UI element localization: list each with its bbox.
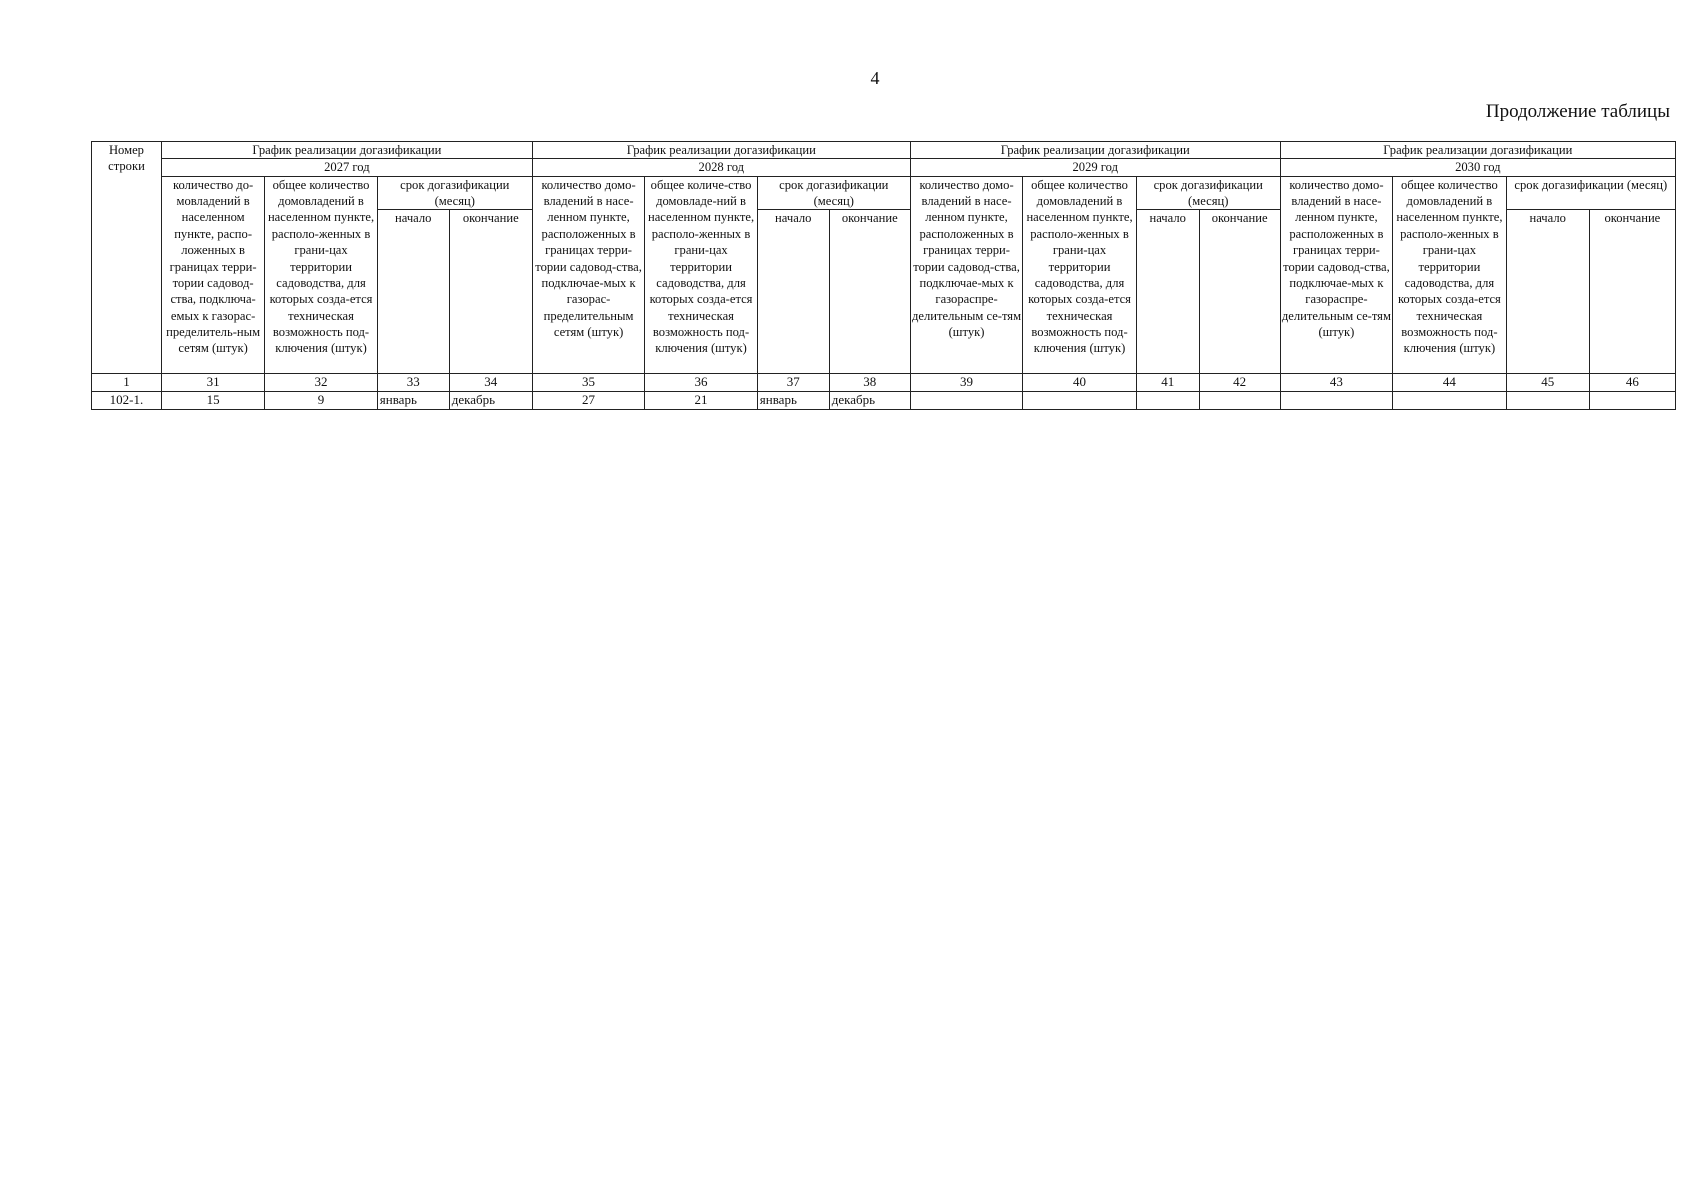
group-2027-title: График реализации догазификации bbox=[161, 142, 532, 159]
table-cell bbox=[1136, 392, 1199, 410]
group-2027-households-total: общее количество домовладений в населенном пункте, располо-женных в грани-цах территории садоводства, для которых созда-ется техническая возможность под-ключения (штук) bbox=[265, 176, 377, 374]
continuation-label: Продолжение таблицы bbox=[1485, 101, 1670, 122]
group-2028-term-end: окончание bbox=[829, 210, 910, 374]
column-number: 44 bbox=[1393, 374, 1507, 392]
group-2030-households-connected: количество домо-владений в насе-ленном пункте, расположенных в границах терри-тории садовод-ства, подключае-мых к газораспре-делительным се-тям (штук) bbox=[1280, 176, 1392, 374]
group-2030-households-total: общее количество домовладений в населенном пункте, располо-женных в грани-цах территории садоводства, для которых созда-ется техническая возможность под-ключения (штук) bbox=[1393, 176, 1507, 374]
table-cell: декабрь bbox=[449, 392, 532, 410]
group-2028-households-total: общее количе-ство домовладе-ний в населенном пункте, располо-женных в грани-цах территории садоводства, для которых созда-ется техническая возможность под-ключения (штук) bbox=[645, 176, 757, 374]
gasification-schedule-table bbox=[91, 141, 1676, 410]
group-2029-term-end: окончание bbox=[1199, 210, 1280, 374]
group-2030-term-end: окончание bbox=[1589, 210, 1675, 374]
row-number-header: Номер строки bbox=[92, 142, 162, 374]
column-number: 32 bbox=[265, 374, 377, 392]
group-2029-households-total: общее количество домовладений в населенном пункте, располо-женных в грани-цах территории садоводства, для которых созда-ется техническая возможность под-ключения (штук) bbox=[1023, 176, 1137, 374]
table-cell: 15 bbox=[161, 392, 264, 410]
group-2027-term-header: срок догазификации (месяц) bbox=[377, 176, 532, 210]
group-2027-year: 2027 год bbox=[161, 159, 532, 176]
table-cell bbox=[1199, 392, 1280, 410]
table-cell bbox=[1589, 392, 1675, 410]
group-2029-term-start: начало bbox=[1136, 210, 1199, 374]
row-number-cell: 102-1. bbox=[92, 392, 162, 410]
table-cell bbox=[1280, 392, 1392, 410]
page-number: 4 bbox=[870, 68, 880, 88]
column-number: 39 bbox=[910, 374, 1022, 392]
table-cell: 27 bbox=[532, 392, 644, 410]
column-number: 36 bbox=[645, 374, 757, 392]
column-number: 42 bbox=[1199, 374, 1280, 392]
group-2028-title: График реализации догазификации bbox=[532, 142, 910, 159]
table-cell: 9 bbox=[265, 392, 377, 410]
group-2029-households-connected: количество домо-владений в насе-ленном пункте, расположенных в границах терри-тории садовод-ства, подключае-мых к газораспре-делительным се-тям (штук) bbox=[910, 176, 1022, 374]
header-row-columns bbox=[92, 176, 1676, 210]
group-2029-year: 2029 год bbox=[910, 159, 1280, 176]
table-cell bbox=[1506, 392, 1589, 410]
header-row-years bbox=[92, 159, 1676, 176]
group-2027-households-connected: количество до-мовладений в населенном пункте, распо-ложенных в границах терри-тории садовод-ства, подключа-емых к газорас-пределитель-ным сетям (штук) bbox=[161, 176, 264, 374]
column-number: 35 bbox=[532, 374, 644, 392]
group-2030-term-start: начало bbox=[1506, 210, 1589, 374]
group-2027-term-end: окончание bbox=[449, 210, 532, 374]
column-number-row bbox=[92, 374, 1676, 392]
table-cell: 21 bbox=[645, 392, 757, 410]
group-2029-title: График реализации догазификации bbox=[910, 142, 1280, 159]
column-number: 45 bbox=[1506, 374, 1589, 392]
group-2030-term-header: срок догазификации (месяц) bbox=[1506, 176, 1675, 210]
column-number: 46 bbox=[1589, 374, 1675, 392]
column-number: 38 bbox=[829, 374, 910, 392]
column-number: 37 bbox=[757, 374, 829, 392]
header-row-titles bbox=[92, 142, 1676, 159]
table-cell bbox=[1393, 392, 1507, 410]
column-number: 33 bbox=[377, 374, 449, 392]
column-number: 31 bbox=[161, 374, 264, 392]
table-cell: январь bbox=[377, 392, 449, 410]
column-number: 41 bbox=[1136, 374, 1199, 392]
column-number: 40 bbox=[1023, 374, 1137, 392]
table-cell bbox=[910, 392, 1022, 410]
table-cell: декабрь bbox=[829, 392, 910, 410]
table-cell: январь bbox=[757, 392, 829, 410]
column-number: 1 bbox=[92, 374, 162, 392]
group-2028-year: 2028 год bbox=[532, 159, 910, 176]
group-2028-term-header: срок догазификации (месяц) bbox=[757, 176, 910, 210]
table-cell bbox=[1023, 392, 1137, 410]
column-number: 34 bbox=[449, 374, 532, 392]
group-2030-title: График реализации догазификации bbox=[1280, 142, 1675, 159]
table-row bbox=[92, 392, 1676, 410]
group-2028-term-start: начало bbox=[757, 210, 829, 374]
group-2027-term-start: начало bbox=[377, 210, 449, 374]
group-2029-term-header: срок догазификации (месяц) bbox=[1136, 176, 1280, 210]
group-2030-year: 2030 год bbox=[1280, 159, 1675, 176]
group-2028-households-connected: количество домо-владений в насе-ленном пункте, расположенных в границах терри-тории садовод-ства, подключае-мых к газорас-пределительным сетям (штук) bbox=[532, 176, 644, 374]
column-number: 43 bbox=[1280, 374, 1392, 392]
